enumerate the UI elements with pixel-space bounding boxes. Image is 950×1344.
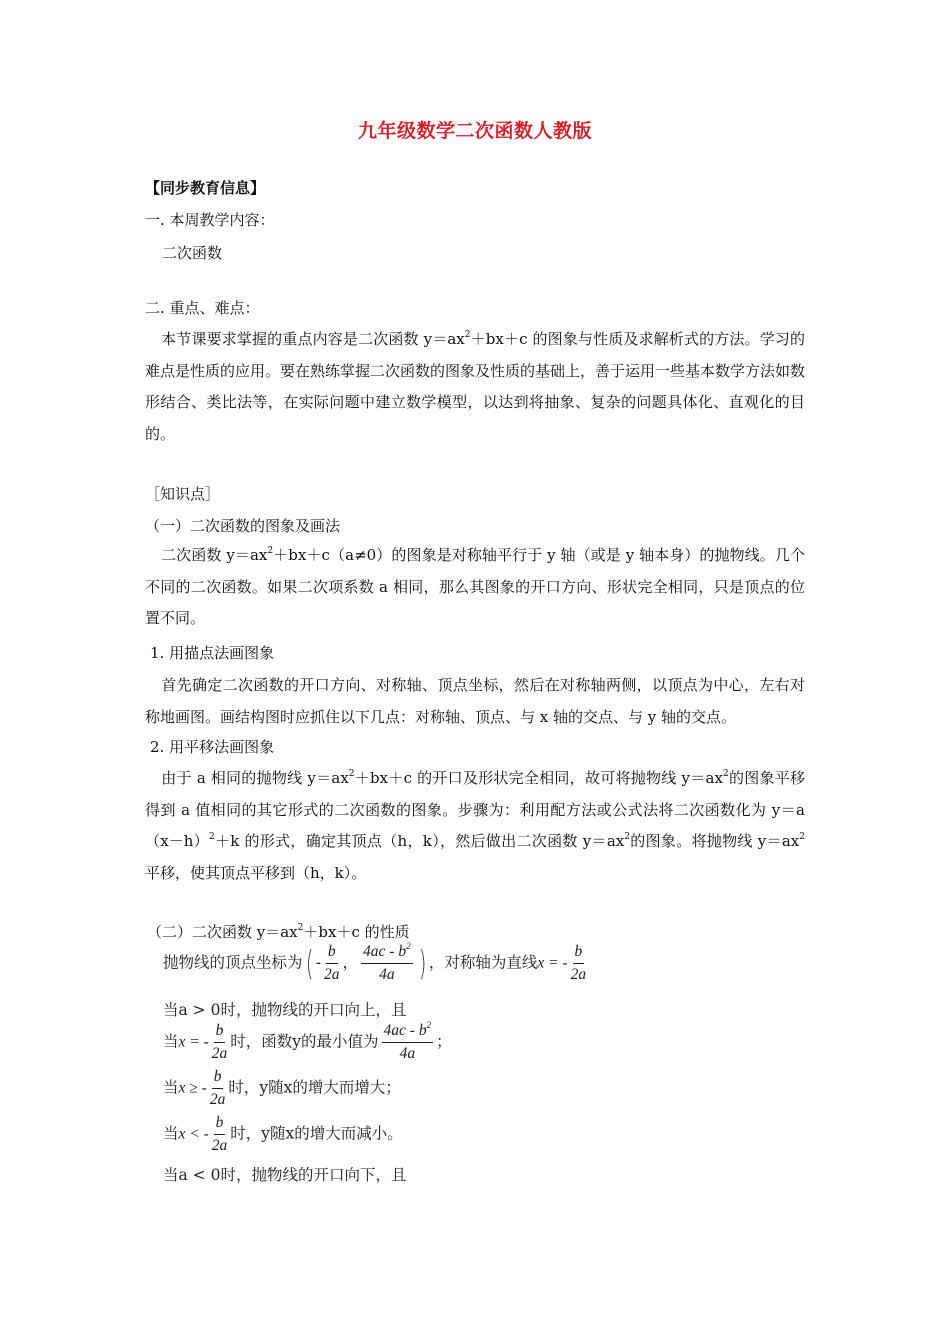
- section-1-heading: 一. 本周教学内容：: [145, 211, 275, 229]
- fraction-b-over-2a: $\frac{b}{2a}$: [324, 943, 340, 983]
- method-2-paragraph: 由于 a 相同的抛物线 $y=ax^2+bx+c$ 的开口及形状完全相同，故可将抛物线 $y=ax^2$的图象平移得到 a 值相同的其它形式的二次函数的图象。步骤为：利用配方法或公式法将二次函数化为 $y=a(x-h)^2+k$ 的形式，确定其顶点（h，k），然后做出二次函数 $y=ax^2$的图象。将抛物线 $y=ax^2$平移，使其顶点平移到（h，k）。: [145, 769, 805, 882]
- fraction-vertex-y: $\frac{4ac - b^2}{4a}$: [363, 940, 411, 983]
- case-a-negative: 当a < 0时，抛物线的开口向下，且: [163, 1166, 407, 1184]
- method-2-heading: 2. 用平移法画图象: [150, 738, 275, 756]
- section-1-content: 二次函数: [162, 244, 223, 262]
- knowledge-label: ［知识点］: [145, 485, 221, 503]
- min-value-line: 当x = - $\frac{b}{2a}$ 时，函数y的最小值为 $\frac{4ac - b^2}{4a}$ ；: [163, 1019, 452, 1062]
- section-2-paragraph: 本节课要求掌握的重点内容是二次函数 $y=ax^2+bx+c$ 的图象与性质及求解析式的方法。学习的难点是性质的应用。要在熟练掌握二次函数的图象及性质的基础上，善于运用一些基本数学方法如数形结合、类比法等，在实际问题中建立数学模型，以达到将抽象、复杂的问题具体化、直观化的目的。: [145, 330, 806, 443]
- method-1-paragraph: 首先确定二次函数的开口方向、对称轴、顶点坐标，然后在对称轴两侧，以顶点为中心，左右对称地画图。画结构图时应抓住以下几点：对称轴、顶点、与 x 轴的交点、与 y 轴的交点。: [145, 676, 805, 726]
- subsection-1-paragraph: 二次函数 $y=ax^2+bx+c(a\ne 0)$的图象是对称轴平行于 y 轴（或是 y 轴本身）的抛物线。几个不同的二次函数。如果二次项系数 a 相同，那么其图象的开口方向、形状完全相同，只是顶点的位置不同。: [145, 546, 805, 627]
- fraction-axis: $\frac{b}{2a}$: [570, 943, 587, 983]
- section-2-heading: 二. 重点、难点：: [145, 299, 260, 317]
- vertex-formula: 抛物线的顶点坐标为( - $\frac{b}{2a}$ ， $\frac{4ac - b^2}{4a}$ ) ，对称轴为直线x = - $\frac{b}{2a}$: [163, 940, 587, 984]
- case-a-positive: 当a > 0时，抛物线的开口向上，且: [163, 1001, 407, 1019]
- increasing-line: 当x ≥ - $\frac{b}{2a}$ 时，y随x的增大而增大；: [163, 1068, 401, 1108]
- sync-info-header: 【同步教育信息】: [145, 179, 266, 197]
- decreasing-line: 当x < - $\frac{b}{2a}$ 时，y随x的增大而减小。: [163, 1114, 403, 1154]
- subsection-2-heading: （二）二次函数 $y=ax^2+bx+c$ 的性质: [147, 923, 410, 941]
- page-title: 九年级数学二次函数人教版: [357, 120, 592, 142]
- method-1-heading: 1. 用描点法画图象: [150, 644, 275, 662]
- subsection-1-heading: （一）二次函数的图象及画法: [145, 517, 341, 535]
